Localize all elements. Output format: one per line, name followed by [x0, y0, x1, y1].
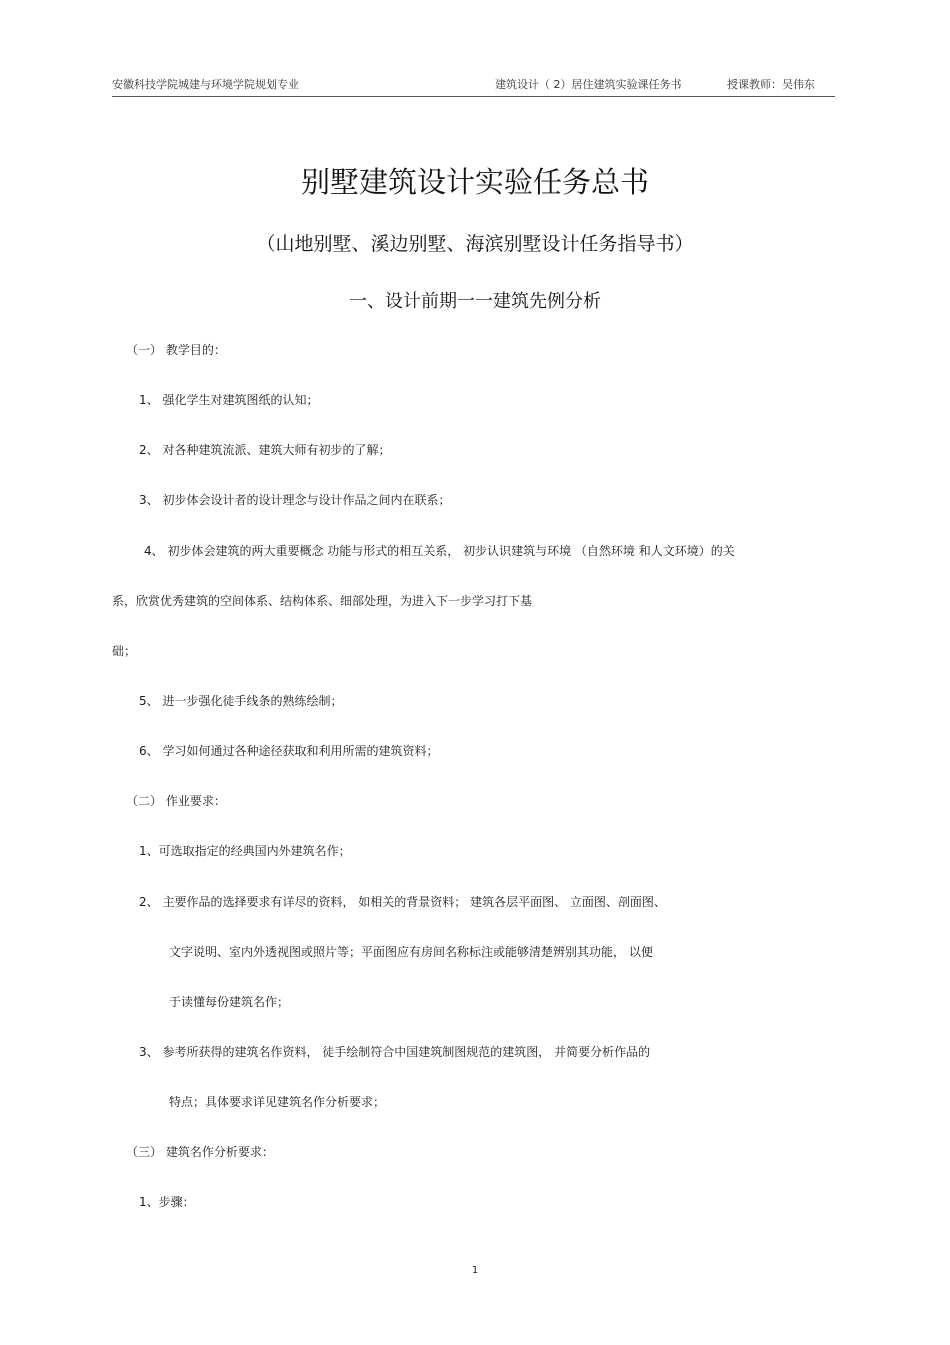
- document-title: 别墅建筑设计实验任务总书: [300, 165, 649, 199]
- sec1-heading: （一） 教学目的：: [126, 343, 226, 357]
- sec1-item-5: 5、 进一步强化徒手线条的熟练绘制；: [139, 694, 343, 708]
- sec2-item-2-end: 于读懂每份建筑名作；: [169, 995, 290, 1009]
- header-teacher: 授课教师：吴伟东: [727, 78, 815, 91]
- sec1-item-1: 1、 强化学生对建筑图纸的认知；: [139, 393, 319, 407]
- section-heading: 一、设计前期一一建筑先例分析: [349, 291, 601, 312]
- sec1-item-3: 3、 初步体会设计者的设计理念与设计作品之间内在联系；: [139, 493, 451, 507]
- sec1-item-4-cont: 系，欣赏优秀建筑的空间体系、结构体系、细部处理，为进入下一步学习打下基: [112, 594, 533, 608]
- sec1-item-2: 2、 对各种建筑流派、建筑大师有初步的了解；: [139, 443, 391, 457]
- sec1-item-6: 6、 学习如何通过各种途径获取和利用所需的建筑资料；: [139, 744, 439, 758]
- sec2-heading: （二） 作业要求：: [126, 794, 226, 808]
- header-school: 安徽科技学院城建与环境学院规划专业: [112, 78, 299, 91]
- document-subtitle: （山地别墅、溪边别墅、海滨别墅设计任务指导书）: [256, 233, 694, 255]
- sec1-item-4-end: 础；: [112, 644, 137, 658]
- header-divider: [112, 96, 835, 97]
- page-number: 1: [471, 1265, 479, 1276]
- sec3-item-1: 1、步骤：: [139, 1195, 195, 1209]
- sec2-item-2: 2、 主要作品的选择要求有详尽的资料， 如相关的背景资料； 建筑各层平面图、 立面图、剖面图、: [139, 895, 666, 909]
- sec2-item-3: 3、 参考所获得的建筑名作资料， 徒手绘制符合中国建筑制图规范的建筑图， 并简要分析作品的: [139, 1045, 651, 1059]
- sec2-item-2-cont: 文字说明、室内外透视图或照片等；平面图应有房间名称标注或能够清楚辨别其功能， 以便: [169, 945, 653, 959]
- sec1-item-4: 4、 初步体会建筑的两大重要概念 功能与形式的相互关系， 初步认识建筑与环境 （自然环境 和人文环境）的关: [144, 544, 735, 558]
- header-course: 建筑设计（ 2）居住建筑实验课任务书: [495, 78, 682, 91]
- sec2-item-3-cont: 特点；具体要求详见建筑名作分析要求；: [169, 1095, 386, 1109]
- sec2-item-1: 1、可选取指定的经典国内外建筑名作；: [139, 844, 351, 858]
- sec3-heading: （三） 建筑名作分析要求：: [126, 1145, 274, 1159]
